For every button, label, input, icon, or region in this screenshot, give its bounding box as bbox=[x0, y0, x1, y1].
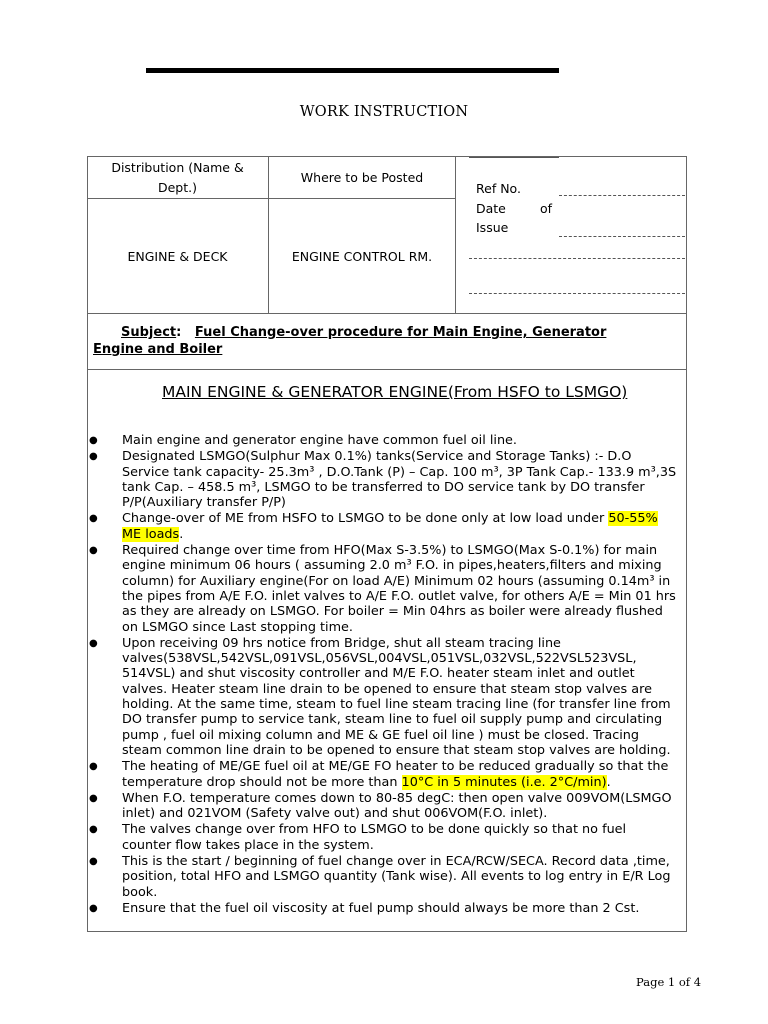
header-col-divider-2 bbox=[455, 156, 456, 314]
bullet-icon: ● bbox=[89, 824, 98, 836]
blank-field-2 bbox=[469, 293, 685, 294]
list-item: ● When F.O. temperature comes down to 80-85 degC: then open valve 009VOM(LSMGO inlet) and 021VOM (Safety valve out) and shut 006VOM(F.O. inlet). bbox=[89, 790, 672, 822]
document-title: WORK INSTRUCTION bbox=[299, 104, 469, 120]
bullet-icon: ● bbox=[89, 856, 98, 868]
distribution-value: ENGINE & DECK bbox=[127, 249, 228, 264]
list-item: ● Required change over time from HFO(Max S-3.5%) to LSMGO(Max S-0.1%) for main engine minimum 06 hours ( assuming 2.0 m³ F.O. in pipes,heaters,filters and mixing column) for Auxiliary engine(For on load A/E) Minimum 02 hours (assuming 0.14m³ in the pipes from A/E F.O. inlet valves to A/E F.O. outlet valve, for others A/E = Min 01 hrs as they are already on LSMGO. For boiler = Min 04hrs as boiler were already flushed on LSMGO since Last stopping time. bbox=[89, 543, 676, 635]
list-item: ● Ensure that the fuel oil viscosity at fuel pump should always be more than 2 Cst. bbox=[89, 900, 640, 916]
blank-field-1 bbox=[469, 258, 685, 259]
procedure-list bbox=[89, 433, 679, 917]
bullet-icon: ● bbox=[89, 637, 98, 649]
list-item: ● The valves change over from HFO to LSMGO to be done quickly so that no fuel counter flow takes place in the system. bbox=[89, 822, 627, 853]
distribution-label: Distribution (Name & Dept.) bbox=[111, 160, 244, 195]
subject-bottom-rule bbox=[87, 369, 687, 370]
bullet-icon: ● bbox=[89, 761, 98, 773]
posted-value: ENGINE CONTROL RM. bbox=[291, 249, 433, 264]
list-item: ● Upon receiving 09 hrs notice from Bridge, shut all steam tracing line valves(538VSL,542VSL,091VSL,056VSL,004VSL,051VSL,032VSL,522VSL523VSL, 514VSL) and shut viscosity controller and M/E F.O. heater steam inlet and outlet valves. Heater steam line drain to be opened to ensure that steam stop valves are holding. At the same time, steam to fuel line steam tracing line (for transfer line from DO transfer pump to service tank, steam line to fuel oil supply pump and circulating pump , fuel oil mixing column and ME & GE fuel oil line ) must be closed. Tracing steam common line drain to be opened to ensure that steam stop valves are holding. bbox=[89, 635, 671, 758]
header-row-divider bbox=[87, 198, 455, 199]
subject-line: Subject: Fuel Change-over procedure for Main Engine, Generator Engine and Boiler bbox=[93, 325, 607, 357]
ref-no-field bbox=[559, 195, 685, 196]
page-number: Page 1 of 4 bbox=[636, 975, 702, 989]
section-heading: MAIN ENGINE & GENERATOR ENGINE(From HSFO to LSMGO) bbox=[162, 383, 628, 401]
bullet-icon: ● bbox=[89, 451, 98, 463]
list-item: ● Main engine and generator engine have common fuel oil line. bbox=[89, 433, 517, 448]
list-item: ● Designated LSMGO(Sulphur Max 0.1%) tanks(Service and Storage Tanks) :- D.O Service tank capacity- 25.3m³ , D.O.Tank (P) – Cap. 100 m³, 3P Tank Cap.- 133.9 m³,3S tank Cap. – 458.5 m³, LSMGO to be transferred to DO service tank by DO transfer P/P(Auxiliary transfer P/P) bbox=[89, 449, 677, 511]
bullet-icon: ● bbox=[89, 513, 98, 525]
subject-label: Subject bbox=[121, 325, 177, 340]
bullet-icon: ● bbox=[89, 792, 98, 804]
header-rule bbox=[146, 68, 559, 73]
ref-top-line bbox=[469, 157, 559, 158]
bullet-icon: ● bbox=[89, 545, 98, 557]
subject-top-rule bbox=[87, 313, 687, 314]
highlighted-text: 10°C in 5 minutes (i.e. 2°C/min) bbox=[401, 774, 607, 790]
subject-text: Fuel Change-over procedure for Main Engine, Generator Engine and Boiler bbox=[93, 325, 607, 357]
date-of-issue-label: Date of Issue bbox=[476, 201, 552, 235]
posted-label: Where to be Posted bbox=[300, 170, 424, 185]
highlighted-text: 50-55% ME loads bbox=[122, 511, 658, 542]
ref-no-label: Ref No. bbox=[476, 181, 521, 196]
bullet-icon: ● bbox=[89, 902, 98, 914]
list-item: ● Change-over of ME from HSFO to LSMGO to be done only at low load under 50-55% ME loads. bbox=[89, 511, 658, 542]
list-item: ● This is the start / beginning of fuel change over in ECA/RCW/SECA. Record data ,time, position, total HFO and LSMGO quantity (Tank wise). All events to log entry in E/R Log book. bbox=[89, 854, 671, 900]
bullet-icon: ● bbox=[89, 435, 98, 446]
header-col-divider-1 bbox=[268, 156, 269, 314]
list-item: ● The heating of ME/GE fuel oil at ME/GE FO heater to be reduced gradually so that the temperature drop should not be more than 10°C in 5 minutes (i.e. 2°C/min). bbox=[89, 759, 669, 790]
date-of-issue-field bbox=[559, 236, 685, 237]
